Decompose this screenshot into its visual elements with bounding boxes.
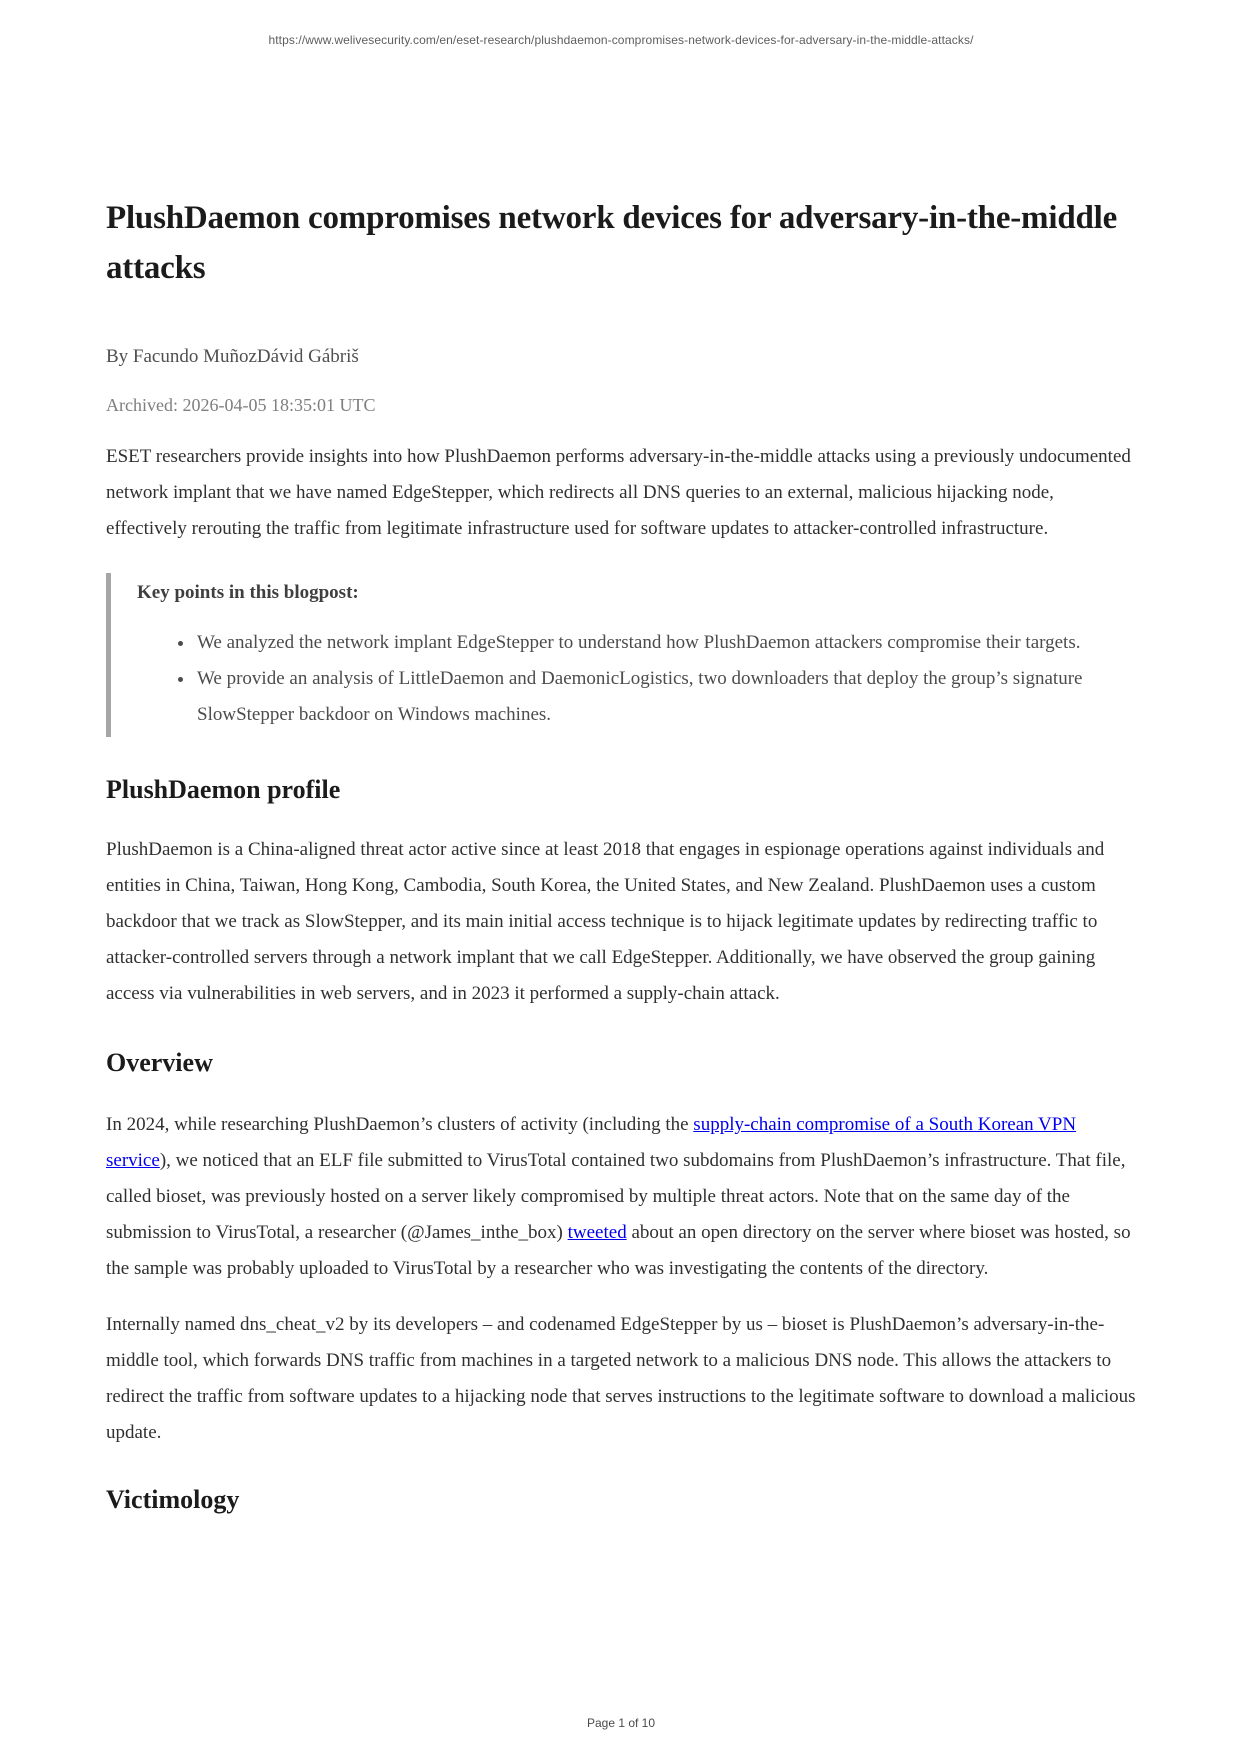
overview-paragraph-1: In 2024, while researching PlushDaemon’s clusters of activity (including the supply-chain compromise of a South Korean VPN service), we noticed that an ELF file submitted to VirusTotal contained two subdomains from PlushDaemon’s infrastructure. That file, called bioset, was previously hosted on a server likely compromised by multiple threat actors. Note that on the same day of the submission to VirusTotal, a researcher (@James_inthe_box) tweeted about an open directory on the server where bioset was hosted, so the sample was probably uploaded to VirusTotal by a researcher who was investigating the contents of the directory. xyxy=(106,1114,1131,1279)
key-points-blockquote xyxy=(106,573,1136,737)
archived-timestamp: Archived: 2026-04-05 18:35:01 UTC xyxy=(106,395,376,415)
inline-link[interactable]: supply-chain compromise of a South Korean VPN service xyxy=(106,1114,1077,1171)
key-points-list xyxy=(137,625,1136,733)
inline-link[interactable]: tweeted xyxy=(567,1222,627,1243)
profile-paragraph: PlushDaemon is a China-aligned threat actor active since at least 2018 that engages in espionage operations against individuals and entities in China, Taiwan, Hong Kong, Cambodia, South Korea, the United States, and New Zealand. PlushDaemon uses a custom backdoor that we track as SlowStepper, and its main initial access technique is to hijack legitimate updates by redirecting traffic to attacker-controlled servers through a network implant that we call EdgeStepper. Additionally, we have observed the group gaining access via vulnerabilities in web servers, and in 2023 it performed a supply-chain attack. xyxy=(106,839,1105,1004)
byline: By Facundo MuñozDávid Gábriš xyxy=(106,346,359,367)
article-content xyxy=(106,193,1136,1520)
key-points-heading: Key points in this blogpost: xyxy=(137,582,359,603)
article-title: PlushDaemon compromises network devices for adversary-in-the-middle attacks xyxy=(106,200,1118,286)
section-heading-profile: PlushDaemon profile xyxy=(106,775,341,804)
key-point-item-1: • We analyzed the network implant EdgeStepper to understand how PlushDaemon attackers compromise their targets. xyxy=(195,625,1136,661)
key-point-item-2: • We provide an analysis of LittleDaemon and DaemonicLogistics, two downloaders that deploy the group’s signature SlowStepper backdoor on Windows machines. xyxy=(195,661,1136,733)
source-url: https://www.welivesecurity.com/en/eset-research/plushdaemon-compromises-network-devices-for-adversary-in-the-middle-attacks/ xyxy=(268,33,974,47)
page-number: Page 1 of 10 xyxy=(586,1716,656,1730)
print-footer xyxy=(0,1716,1242,1730)
section-heading-victimology: Victimology xyxy=(106,1485,240,1514)
intro-paragraph: ESET researchers provide insights into how PlushDaemon performs adversary-in-the-middle attacks using a previously undocumented network implant that we have named EdgeStepper, which redirects all DNS queries to an external, malicious hijacking node, effectively rerouting the traffic from legitimate infrastructure used for software updates to attacker-controlled infrastructure. xyxy=(106,446,1131,539)
print-header xyxy=(0,0,1242,47)
section-heading-overview: Overview xyxy=(106,1048,213,1077)
overview-paragraph-2: Internally named dns_cheat_v2 by its developers – and codenamed EdgeStepper by us – bioset is PlushDaemon’s adversary-in-the-middle tool, which forwards DNS traffic from machines in a targeted network to a malicious DNS node. This allows the attackers to redirect the traffic from software updates to a hijacking node that serves instructions to the legitimate software to download a malicious update. xyxy=(106,1314,1136,1443)
